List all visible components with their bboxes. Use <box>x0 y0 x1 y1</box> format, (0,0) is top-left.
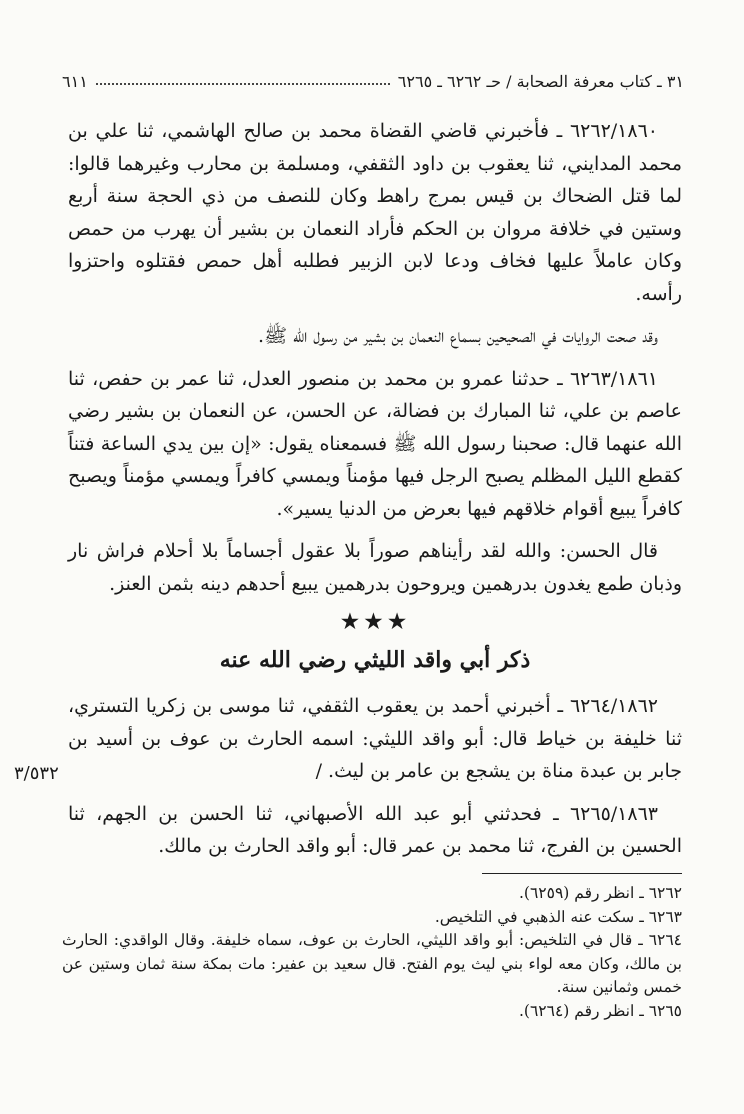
margin-reference: ٣/٥٣٢ <box>14 763 59 784</box>
paragraph-6262: ٦٢٦٢/١٨٦٠ ـ فأخبرني قاضي القضاة محمد بن صالح الهاشمي، ثنا علي بن محمد المدايني، ثنا يعقوب بن داود الثقفي، ومسلمة بن محارب وغيرهما قالوا: لما قتل الضحاك بن قيس بمرج راهط وكان للنصف من ذي الحجة سنة أربع وستين في خلافة مروان بن الحكم فأراد النعمان بن بشير أن يهرب من حمص وكان عاملاً عليها فخاف ودعا لابن الزبير فطلبه أهل حمص فقتلوه واحتزوا رأسه. <box>68 120 682 305</box>
footnote-6263: ٦٢٦٣ ـ سكت عنه الذهبي في التلخيص. <box>434 907 682 926</box>
paragraph-hasan-quote: قال الحسن: والله لقد رأيناهم صوراً بلا عقول أجساماً بلا أحلام فراش نار وذبان طمع يغدون بدرهمين ويروحون بدرهمين يبيع أحدهم دينه بثمن العنز. <box>68 540 682 595</box>
running-header <box>62 66 684 96</box>
footnote-6262: ٦٢٦٢ ـ انظر رقم (٦٢٥٩). <box>518 884 682 902</box>
paragraph-6265: ٦٢٦٥/١٨٦٣ ـ فحدثني أبو عبد الله الأصبهاني، ثنا الحسن بن الجهم، ثنا الحسين بن الفرج، ثنا محمد بن عمر قال: أبو واقد الحارث بن مالك. <box>68 802 682 857</box>
paragraph-riwayat: وقد صحت الروايات في الصحيحين بسماع النعمان بن بشير من رسول الله ﷺ. <box>258 325 658 347</box>
paragraph-6264: ٦٢٦٤/١٨٦٢ ـ أخبرني أحمد بن يعقوب الثقفي، ثنا موسى بن زكريا التستري، ثنا خليفة بن خياط قال: أبو واقد الليثي: اسمه الحارث بن عوف بن أسيد بن جابر بن عبدة مناة بن يشجع بن عامر بن ليث. / <box>68 695 682 782</box>
footnotes <box>62 882 682 1023</box>
footnote-6264: ٦٢٦٤ ـ قال في التلخيص: أبو واقد الليثي، الحارث بن عوف، سماه خليفة. وقال الواقدي: الحارث بن مالك، وكان معه لواء بني ليث يوم الفتح. قال سعيد بن عفير: مات بمكة سنة ثمان وستين عن خمس وثمانين سنة. <box>62 931 682 996</box>
main-text <box>68 115 682 863</box>
header-title: ٣١ ـ كتاب معرفة الصحابة / حـ ٦٢٦٢ ـ ٦٢٦٥ <box>397 71 684 91</box>
footnote-6265: ٦٢٦٥ ـ انظر رقم (٦٢٦٤). <box>518 1001 682 1020</box>
footnote-divider <box>482 873 682 874</box>
page-number: ٦١١ <box>62 71 88 91</box>
section-title: ذكر أبي واقد الليثي رضي الله عنه <box>219 647 531 673</box>
dotted-leader <box>96 83 390 85</box>
star-separator: ★★★ <box>339 609 411 635</box>
paragraph-6263: ٦٢٦٣/١٨٦١ ـ حدثنا عمرو بن محمد بن منصور العدل، ثنا عمر بن حفص، ثنا عاصم بن علي، ثنا المبارك بن فضالة، عن الحسن، عن النعمان بن بشير رضي الله عنهما قال: صحبنا رسول الله ﷺ فسمعناه يقول: «إن بين يدي الساعة فتناً كقطع الليل المظلم يصبح الرجل فيها مؤمناً ويمسي كافراً ويمسي مؤمناً ويصبح كافراً يبيع أقوام خلاقهم فيها بعرض من الدنيا يسير». <box>68 367 682 520</box>
